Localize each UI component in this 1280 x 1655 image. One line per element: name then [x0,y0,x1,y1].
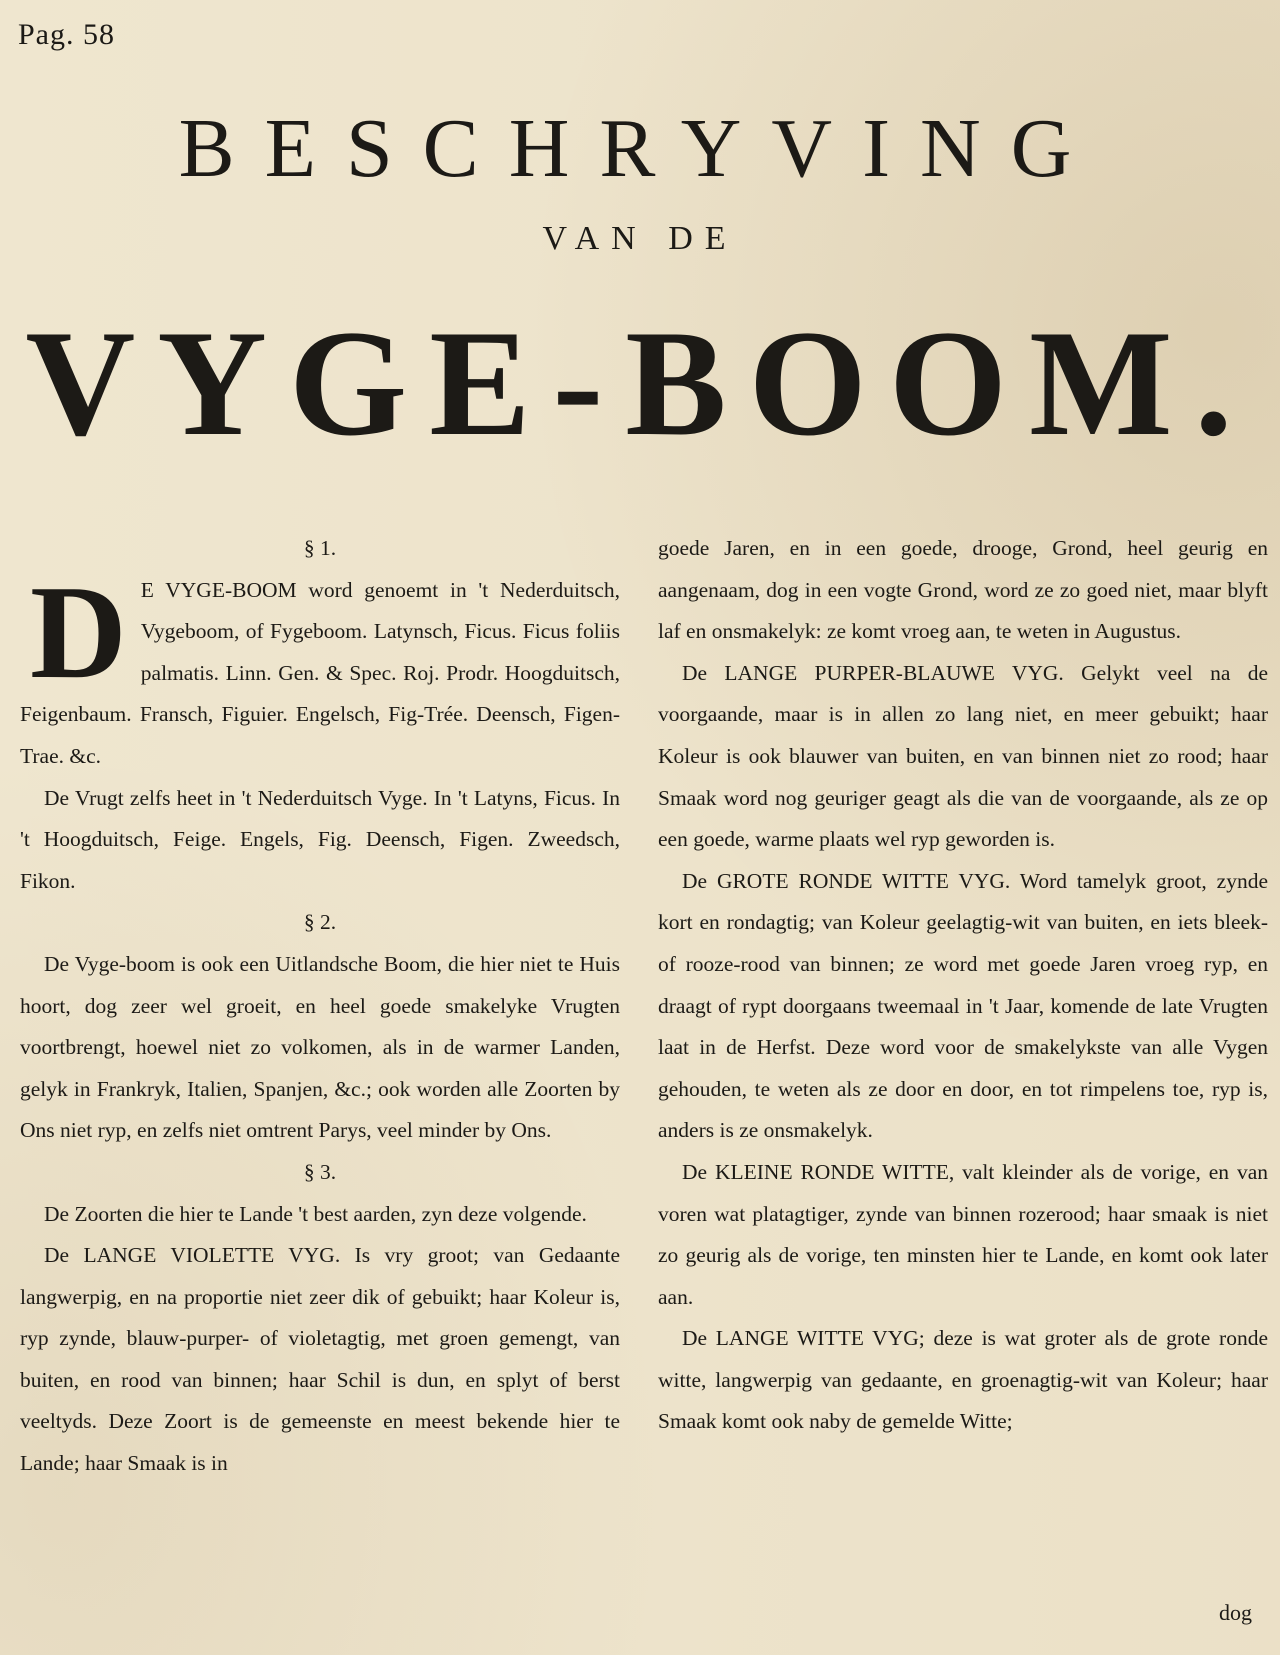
paragraph-2: De Vrugt zelfs heet in 't Nederduitsch Vyge. In 't Latyns, Ficus. In 't Hoogduitsch, Feige. Engels, Fig. Deensch, Figen. Zweedsch, Fikon. [20,785,620,893]
catchword: dog [1219,1600,1252,1625]
section-1-heading: § 1. [303,536,337,560]
paragraph-10: De LANGE WITTE VYG; deze is wat groter als de grote ronde witte, langwerpig van gedaante, en groenagtig-wit van Koleur; haar Smaak komt ook naby de gemelde Witte; [658,1326,1268,1434]
paragraph-5: De LANGE VIOLETTE VYG. Is vry groot; van Gedaante langwerpig, en na proportie niet zeer dik of gebuikt; haar Koleur is, ryp zynde, blauw-purper- of violetagtig, met groen gemengt, van buiten, en rood van binnen; haar Schil is dun, en splyt of berst veeltyds. Deze Zoort is de gemeenste en meest bekende hier te Lande; haar Smaak is in [20,1243,620,1476]
drop-cap: D [30,557,127,706]
paragraph-7: De LANGE PURPER-BLAUWE VYG. Gelykt veel na de voorgaande, maar is in allen zo lang niet, en meer gebuikt; haar Koleur is ook blauwer van buiten, en van binnen niet zo rood; haar Smaak word nog geuriger geagt als die van de voorgaande, als ze op een goede, warme plaats wel ryp geworden is. [658,660,1268,852]
paragraph-1-text: E VYGE-BOOM word genoemt in 't Nederduitsch, Vygeboom, of Fygeboom. Latynsch, Ficus. Ficus foliis palmatis. Linn. Gen. & Spec. Roj. Prodr. Hoogduitsch, Feigenbaum. Fransch, Figuier. Engelsch, Fig-Trée. Deensch, Figen-Trae. &c. [20,577,620,768]
paragraph-4: De Zoorten die hier te Lande 't best aarden, zyn deze volgende. [44,1201,587,1226]
section-2-heading: § 2. [303,910,337,935]
paragraph-1 [20,557,620,778]
paragraph-8: De GROTE RONDE WITTE VYG. Word tamelyk groot, zynde kort en rondagtig; van Koleur geelagtig-wit van buiten, en iets bleek- of rooze-rood van binnen; ze word met goede Jaren vroeg ryp, en draagt of rypt doorgaans tweemaal in 't Jaar, komende de late Vrugten laat in de Herfst. Deze word voor de smakelykste van alle Vygen gehouden, te weten als ze door en door, en tot rimpelens toe, ryp is, anders is ze onsmakelyk. [658,868,1268,1143]
title-subject: VYGE-BOOM. [25,299,1255,467]
paragraph-6: goede Jaren, en in een goede, drooge, Grond, heel geurig en aangenaam, dog in een vogte Grond, word ze zo goed niet, maar blyft laf en onsmakelyk: ze komt vroeg aan, te weten in Augustus. [658,536,1268,644]
page-number: Pag. 58 [18,18,115,51]
left-column [20,528,620,1485]
title-main: BESCHRYVING [178,102,1102,195]
paragraph-9: De KLEINE RONDE WITTE, valt kleinder als de vorige, en van voren wat platagtiger, zynde van binnen rozerood; haar smaak is niet zo geurig als de vorige, ten minsten hier te Lande, en komt ook later aan. [658,1159,1268,1309]
paragraph-3: De Vyge-boom is ook een Uitlandsche Boom, die hier niet te Huis hoort, dog zeer wel groeit, en heel goede smakelyke Vrugten voortbrengt, hoewel niet zo volkomen, als in de warmer Landen, gelyk in Frankryk, Italien, Spanjen, &c.; ook worden alle Zoorten by Ons niet ryp, en zelfs niet omtrent Parys, veel minder by Ons. [20,951,620,1143]
section-3-heading: § 3. [303,1159,337,1184]
right-column [658,528,1268,1443]
title-sub: VAN DE [542,220,738,257]
